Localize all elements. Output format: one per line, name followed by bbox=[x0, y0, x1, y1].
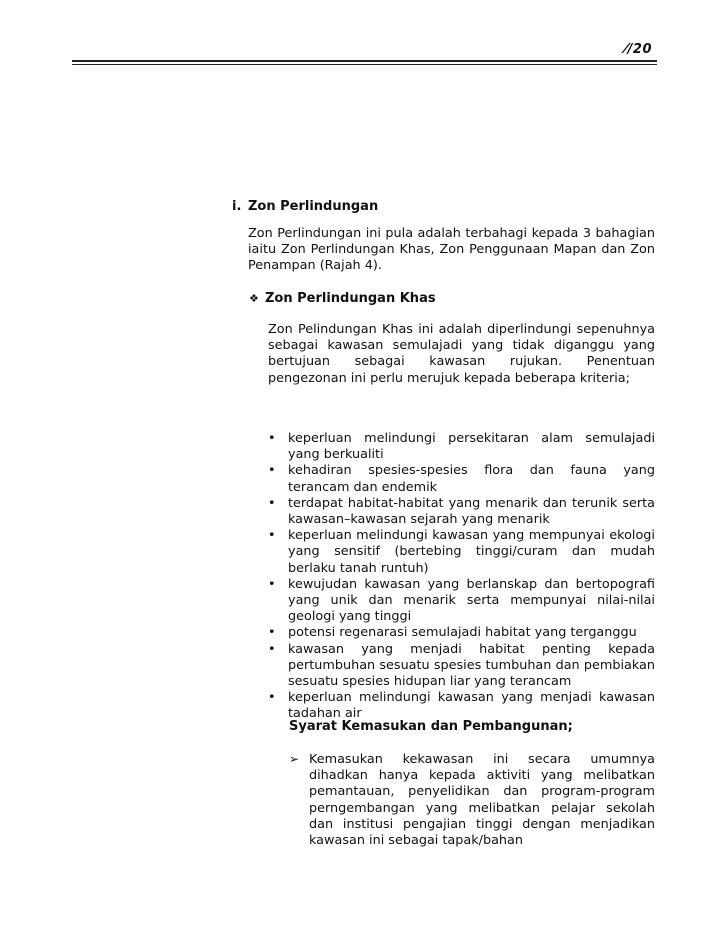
conditions-item-text: Kemasukan kekawasan ini secara umumnya dihadkan hanya kepada aktiviti yang melibatkan pemantauan, penyelidikan dan program-program perngembangan yang melibatkan pelajar sekolah dan institusi pengajian tinggi dengan menjadikan kawasan ini sebagai tapak/bahan bbox=[309, 752, 655, 849]
bullet-icon: • bbox=[268, 528, 276, 544]
list-item-text: keperluan melindungi kawasan yang menjadi kawasan tadahan air bbox=[288, 690, 655, 722]
section-title: Zon Perlindungan bbox=[248, 199, 379, 214]
list-item bbox=[268, 528, 655, 577]
header-rule-thin bbox=[72, 64, 657, 65]
list-item-text: keperluan melindungi kawasan yang mempunyai ekologi yang sensitif (bertebing tinggi/curam dan mudah berlaku tanah runtuh) bbox=[288, 528, 655, 576]
header-rule-thick bbox=[72, 60, 657, 62]
bullet-icon: • bbox=[268, 625, 276, 641]
list-item bbox=[268, 496, 655, 528]
bullet-icon: • bbox=[268, 463, 276, 479]
list-item bbox=[268, 642, 655, 691]
arrow-bullet-icon: ➢ bbox=[289, 752, 300, 766]
conditions-item bbox=[289, 752, 655, 849]
list-item-text: keperluan melindungi persekitaran alam semulajadi yang berkualiti bbox=[288, 431, 655, 463]
conditions-heading: Syarat Kemasukan dan Pembangunan; bbox=[289, 719, 573, 734]
list-item bbox=[268, 625, 655, 641]
list-item-text: potensi regenarasi semulajadi habitat yang terganggu bbox=[288, 625, 637, 641]
list-item-text: kehadiran spesies-spesies flora dan fauna yang terancam dan endemik bbox=[288, 463, 655, 495]
page-number: ⁄/20 bbox=[624, 42, 652, 57]
list-item bbox=[268, 463, 655, 495]
list-item bbox=[268, 431, 655, 463]
bullet-icon: • bbox=[268, 690, 276, 706]
subsection-description: Zon Pelindungan Khas ini adalah diperlindungi sepenuhnya sebagai kawasan semulajadi yang tidak diganggu yang bertujuan sebagai kawasan rujukan. Penentuan pengezonan ini perlu merujuk kepada beberapa kriteria; bbox=[268, 322, 655, 386]
subsection-title: Zon Perlindungan Khas bbox=[265, 291, 436, 306]
criteria-list bbox=[268, 431, 655, 723]
list-item bbox=[268, 577, 655, 626]
diamond-bullet-icon: ❖ bbox=[249, 292, 259, 305]
bullet-icon: • bbox=[268, 495, 276, 511]
bullet-icon: • bbox=[268, 576, 276, 592]
bullet-icon: • bbox=[268, 641, 276, 657]
section-number: i. bbox=[232, 199, 242, 214]
list-item bbox=[268, 690, 655, 722]
section-intro-paragraph: Zon Perlindungan ini pula adalah terbahagi kepada 3 bahagian iaitu Zon Perlindungan Khas, Zon Penggunaan Mapan dan Zon Penampan (Rajah 4). bbox=[248, 226, 655, 274]
list-item-text: kawasan yang menjadi habitat penting kepada pertumbuhan sesuatu spesies tumbuhan dan pembiakan sesuatu spesies hidupan liar yang terancam bbox=[288, 641, 655, 690]
list-item-text: terdapat habitat-habitat yang menarik dan terunik serta kawasan–kawasan sejarah yang menarik bbox=[288, 495, 655, 528]
list-item-text: kewujudan kawasan yang berlanskap dan bertopografi yang unik dan menarik serta mempunyai nilai-nilai geologi yang tinggi bbox=[288, 576, 655, 625]
subsection-heading bbox=[249, 291, 436, 306]
bullet-icon: • bbox=[268, 431, 276, 446]
